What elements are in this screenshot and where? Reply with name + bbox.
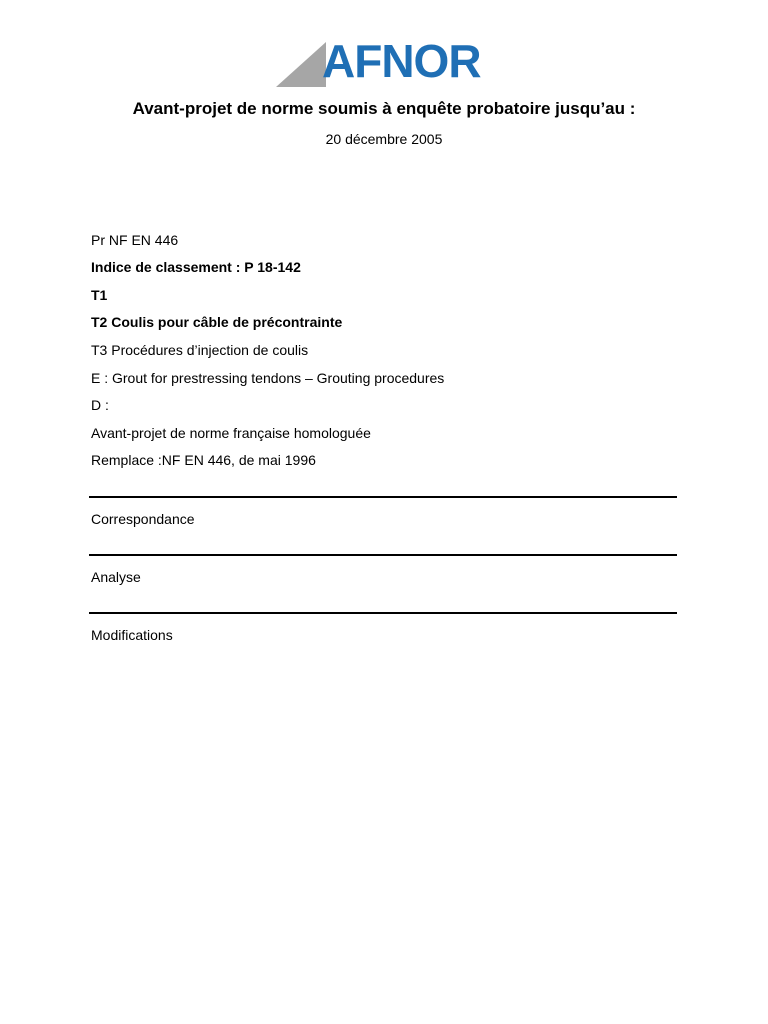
- logo-triangle-icon: [276, 42, 326, 87]
- section-correspondance: Correspondance: [91, 511, 195, 527]
- english-title: E : Grout for prestressing tendons – Grouting procedures: [91, 370, 445, 386]
- replaces-norm: Remplace :NF EN 446, de mai 1996: [91, 452, 316, 468]
- section-modifications: Modifications: [91, 627, 173, 643]
- divider: [89, 496, 677, 498]
- norm-status: Avant-projet de norme française homologuée: [91, 425, 371, 441]
- classification-index: Indice de classement : P 18-142: [91, 259, 301, 275]
- section-analyse: Analyse: [91, 569, 141, 585]
- logo-text: AFNOR: [322, 35, 481, 87]
- german-title: D :: [91, 397, 109, 413]
- title-t1: T1: [91, 287, 108, 303]
- title-t3: T3 Procédures d’injection de coulis: [91, 342, 309, 358]
- deadline-date: 20 décembre 2005: [325, 131, 443, 147]
- page-title: Avant-projet de norme soumis à enquête probatoire jusqu’au :: [132, 99, 636, 118]
- divider: [89, 554, 677, 556]
- title-t2: T2 Coulis pour câble de précontrainte: [91, 314, 343, 330]
- divider: [89, 612, 677, 614]
- reference-number: Pr NF EN 446: [91, 232, 179, 248]
